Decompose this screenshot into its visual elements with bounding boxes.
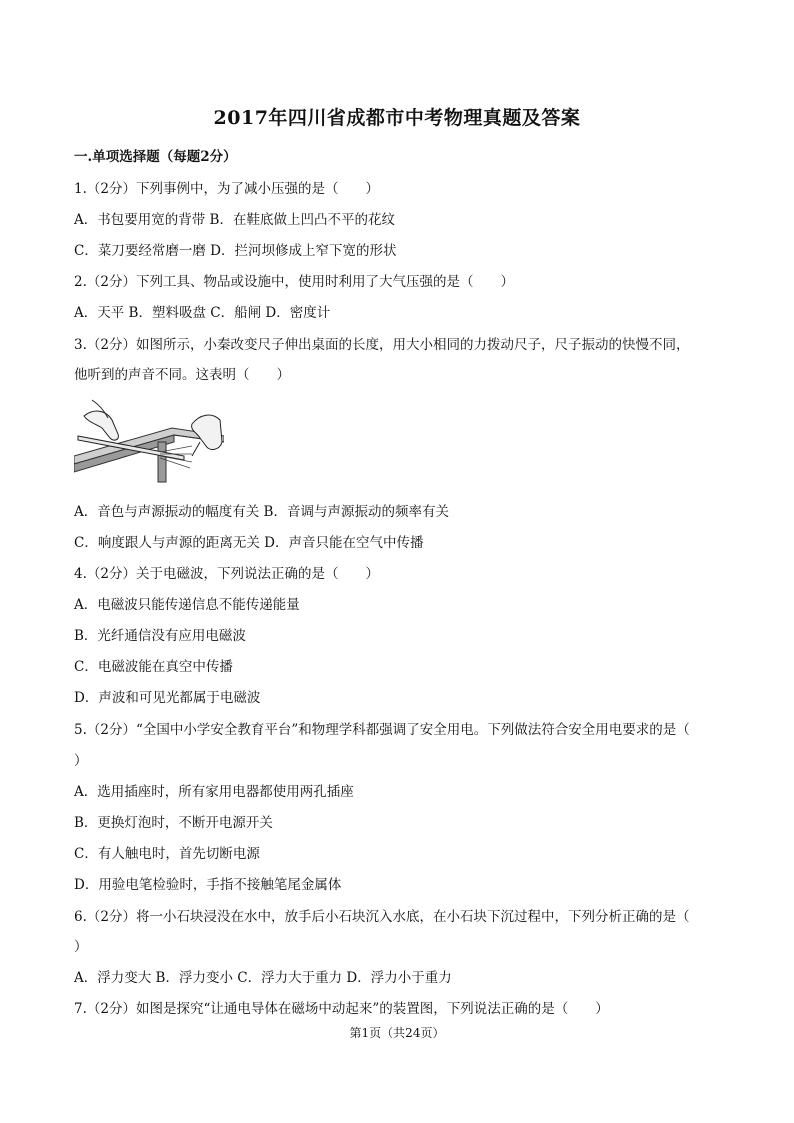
text-line: 3.（2分）如图所示，小秦改变尺子伸出桌面的长度，用大小相同的力拨动尺子，尺子振动的快慢不同， — [74, 337, 690, 353]
text-line: 6.（2分）将一小石块浸没在水中，放手后小石块沉入水底，在小石块下沉过程中，下列分析正确的是（ — [74, 909, 690, 925]
page-footer: 第1页（共24页） — [349, 1026, 445, 1040]
text-line: A．书包要用宽的背带 B．在鞋底做上凹凸不平的花纹 — [74, 212, 395, 228]
text-line: ） — [74, 939, 88, 955]
text-line: 1.（2分）下列事例中，为了减小压强的是（ ） — [74, 181, 379, 197]
text-line: C．电磁波能在真空中传播 — [74, 659, 233, 675]
text-line: 5.（2分）“全国中小学安全教育平台”和物理学科都强调了安全用电。下列做法符合安全用电要求的是（ — [74, 722, 690, 738]
text-line: A．选用插座时，所有家用电器都使用两孔插座 — [74, 784, 354, 800]
text-line: D．用验电笔检验时，手指不接触笔尾金属体 — [74, 877, 342, 893]
text-line: C．有人触电时，首先切断电源 — [74, 846, 260, 862]
text-line: A．浮力变大 B．浮力变小 C．浮力大于重力 D．浮力小于重力 — [74, 970, 452, 986]
text-line: 他听到的声音不同。这表明（ ） — [74, 367, 290, 383]
text-line: D．声波和可见光都属于电磁波 — [74, 690, 261, 706]
text-line: 2.（2分）下列工具、物品或设施中，使用时利用了大气压强的是（ ） — [74, 274, 514, 290]
text-line: B．光纤通信没有应用电磁波 — [74, 628, 246, 644]
ruler-on-table-figure — [74, 398, 224, 484]
text-line: A．电磁波只能传递信息不能传递能量 — [74, 597, 300, 613]
text-line: C．响度跟人与声源的距离无关 D．声音只能在空气中传播 — [74, 535, 424, 551]
text-line: A．天平 B．塑料吸盘 C．船闸 D．密度计 — [74, 305, 331, 321]
section-heading: 一.单项选择题（每题2分） — [74, 149, 237, 165]
text-line: 7.（2分）如图是探究“让通电导体在磁场中动起来”的装置图，下列说法正确的是（ ） — [74, 1001, 609, 1017]
document-title: 2017年四川省成都市中考物理真题及答案 — [213, 107, 581, 129]
text-line: B．更换灯泡时，不断开电源开关 — [74, 815, 273, 831]
text-line: 4.（2分）关于电磁波，下列说法正确的是（ ） — [74, 566, 379, 582]
text-line: A．音色与声源振动的幅度有关 B．音调与声源振动的频率有关 — [74, 504, 449, 520]
text-line: C．菜刀要经常磨一磨 D．拦河坝修成上窄下宽的形状 — [74, 243, 397, 259]
text-line: ） — [74, 753, 88, 769]
